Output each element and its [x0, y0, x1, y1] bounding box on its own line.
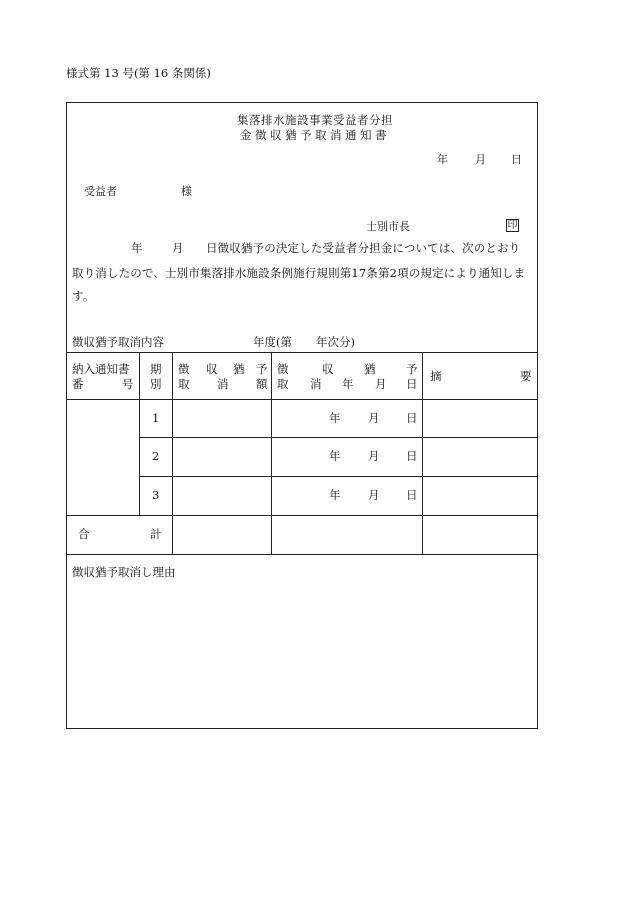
table-total-top [66, 515, 538, 516]
header-date-char: 月 [375, 377, 387, 391]
header-amount-char: 額 [256, 377, 268, 391]
header-period-line-1: 期 [150, 362, 162, 376]
header-notice-number-a: 番 [72, 377, 84, 391]
issue-date-month: 月 [475, 153, 486, 166]
document-title-line-1: 集落排水施設事業受益者分担 [237, 113, 393, 127]
row-year: 年 [329, 449, 341, 463]
content-label: 徴収猶予取消内容 [72, 335, 164, 349]
table-col-divider-amount [271, 352, 272, 554]
header-amount-char: 消 [217, 377, 229, 391]
header-period-line-2: 別 [150, 377, 162, 391]
issuer-name: 士別市長 [366, 220, 410, 233]
header-date-char: 収 [322, 362, 334, 376]
row-month: 月 [368, 488, 380, 502]
header-remarks-b: 要 [520, 369, 532, 383]
header-date-char: 日 [406, 377, 418, 391]
row-month: 月 [368, 411, 380, 425]
content-year-prefix: 年度(第 [253, 335, 292, 349]
header-amount-char: 予 [256, 362, 268, 376]
header-notice-number-line-1: 納入通知書 [72, 362, 130, 376]
row-period: 1 [152, 411, 160, 425]
header-remarks-a: 摘 [430, 369, 442, 383]
row-month: 月 [368, 449, 380, 463]
table-row-divider-2 [139, 476, 538, 477]
header-date-char: 予 [406, 362, 418, 376]
row-year: 年 [329, 411, 341, 425]
form-frame [66, 102, 538, 729]
recipient-honorific: 様 [181, 185, 192, 198]
header-date-char: 消 [310, 377, 322, 391]
form-number-label: 様式第 13 号(第 16 条関係) [66, 66, 211, 80]
table-row-divider-1 [139, 437, 538, 438]
issue-date-year: 年 [437, 153, 448, 166]
row-period: 3 [152, 488, 160, 502]
header-notice-number-b: 号 [122, 377, 134, 391]
row-day: 日 [406, 488, 418, 502]
table-col-divider-notice [139, 352, 140, 515]
body-text-line-2: 取り消したので、士別市集落排水施設条例施行規則第17条第2項の規定により通知しま [72, 266, 526, 280]
total-label-a: 合 [78, 527, 90, 541]
header-date-char: 徴 [277, 362, 289, 376]
seal-stamp: 印 [507, 220, 518, 231]
content-fiscal-year [253, 337, 355, 349]
body-text-line-3: す。 [72, 289, 95, 303]
total-label-b: 計 [150, 527, 162, 541]
header-amount-char: 収 [206, 362, 218, 376]
row-year: 年 [329, 488, 341, 502]
cancel-reason-label: 徴収猶予取消し理由 [72, 565, 176, 579]
header-amount-char: 取 [178, 377, 190, 391]
recipient-label: 受益者 [84, 185, 117, 198]
header-amount-char: 猶 [233, 362, 245, 376]
table-header-bottom [66, 399, 538, 400]
row-period: 2 [152, 449, 160, 463]
table-col-divider-date [422, 352, 423, 554]
body-line-1-rest: 日徴収猶予の決定した受益者分担金については、次のとおり [206, 241, 521, 255]
header-amount-char: 徴 [178, 362, 190, 376]
row-day: 日 [406, 411, 418, 425]
content-year-suffix: 年次分) [316, 335, 355, 349]
header-date-char: 猶 [364, 362, 376, 376]
table-col-divider-period [172, 352, 173, 554]
body-intro-month: 月 [172, 241, 184, 255]
document-title-line-2: 金徴収猶予取消通知書 [240, 128, 390, 142]
issue-date-day: 日 [511, 153, 522, 166]
header-date-char: 年 [342, 377, 354, 391]
table-bottom-border [66, 554, 538, 555]
table-top-border [66, 352, 538, 353]
body-intro-year: 年 [131, 241, 143, 255]
row-day: 日 [406, 449, 418, 463]
header-date-char: 取 [277, 377, 289, 391]
